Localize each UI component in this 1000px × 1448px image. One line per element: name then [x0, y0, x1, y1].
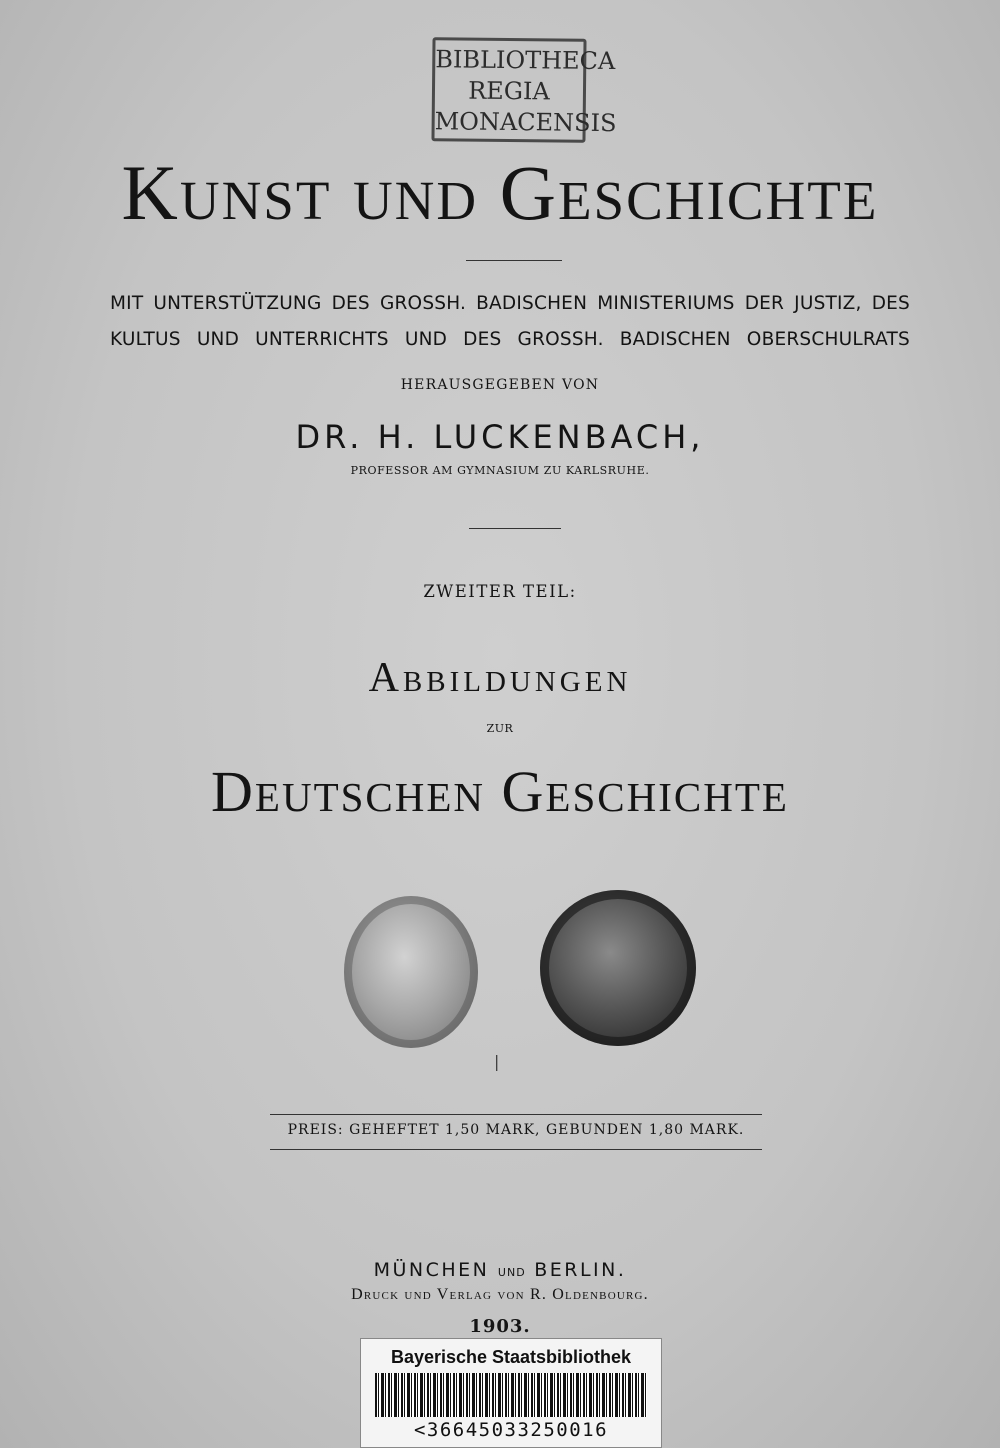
- barcode-number: <36645033250016: [413, 1419, 609, 1441]
- editor-position: PROFESSOR AM GYMNASIUM ZU KARLSRUHE.: [350, 464, 650, 477]
- subtitle-main: Abbildungen: [368, 655, 632, 701]
- publication-place: [0, 1259, 1000, 1281]
- stamp-line-3: MONACENSIS: [434, 107, 617, 138]
- coin-caption-mark: |: [494, 1052, 500, 1071]
- place-connector: UND: [497, 1266, 526, 1279]
- barcode-image: [375, 1373, 647, 1417]
- coin-right-image: [540, 890, 696, 1046]
- place-munich: MÜNCHEN: [373, 1259, 490, 1281]
- library-stamp: [431, 37, 617, 143]
- main-title: Kunst und Geschichte: [121, 149, 879, 236]
- divider-top: [466, 260, 562, 261]
- edited-by-label: HERAUSGEGEBEN VON: [400, 377, 600, 393]
- stamp-line-1: BIBLIOTHECA: [435, 45, 616, 76]
- support-line-1: MIT UNTERSTÜTZUNG DES GROSSH. BADISCHEN MINISTERIUMS DER JUSTIZ, DES: [110, 293, 910, 314]
- library-name: Bayerische Staatsbibliothek: [390, 1347, 632, 1367]
- subtitle-topic: Deutschen Geschichte: [211, 759, 789, 824]
- subtitle-connector: ZUR: [486, 722, 514, 735]
- part-label: ZWEITER TEIL:: [423, 582, 577, 601]
- divider-middle: [469, 528, 561, 529]
- coin-left-image: [344, 896, 478, 1048]
- printer-line: Druck und Verlag von R. Oldenbourg.: [351, 1286, 649, 1303]
- place-berlin: BERLIN.: [534, 1259, 627, 1281]
- publication-year: 1903.: [469, 1316, 531, 1337]
- editor-name: DR. H. LUCKENBACH,: [295, 418, 705, 456]
- price-text: PREIS: GEHEFTET 1,50 MARK, GEBUNDEN 1,80 MARK.: [287, 1122, 745, 1138]
- support-line-2: KULTUS UND UNTERRICHTS UND DES GROSSH. BADISCHEN OBERSCHULRATS: [110, 329, 910, 350]
- library-barcode-label: [360, 1338, 662, 1448]
- stamp-line-2: REGIA: [468, 76, 550, 106]
